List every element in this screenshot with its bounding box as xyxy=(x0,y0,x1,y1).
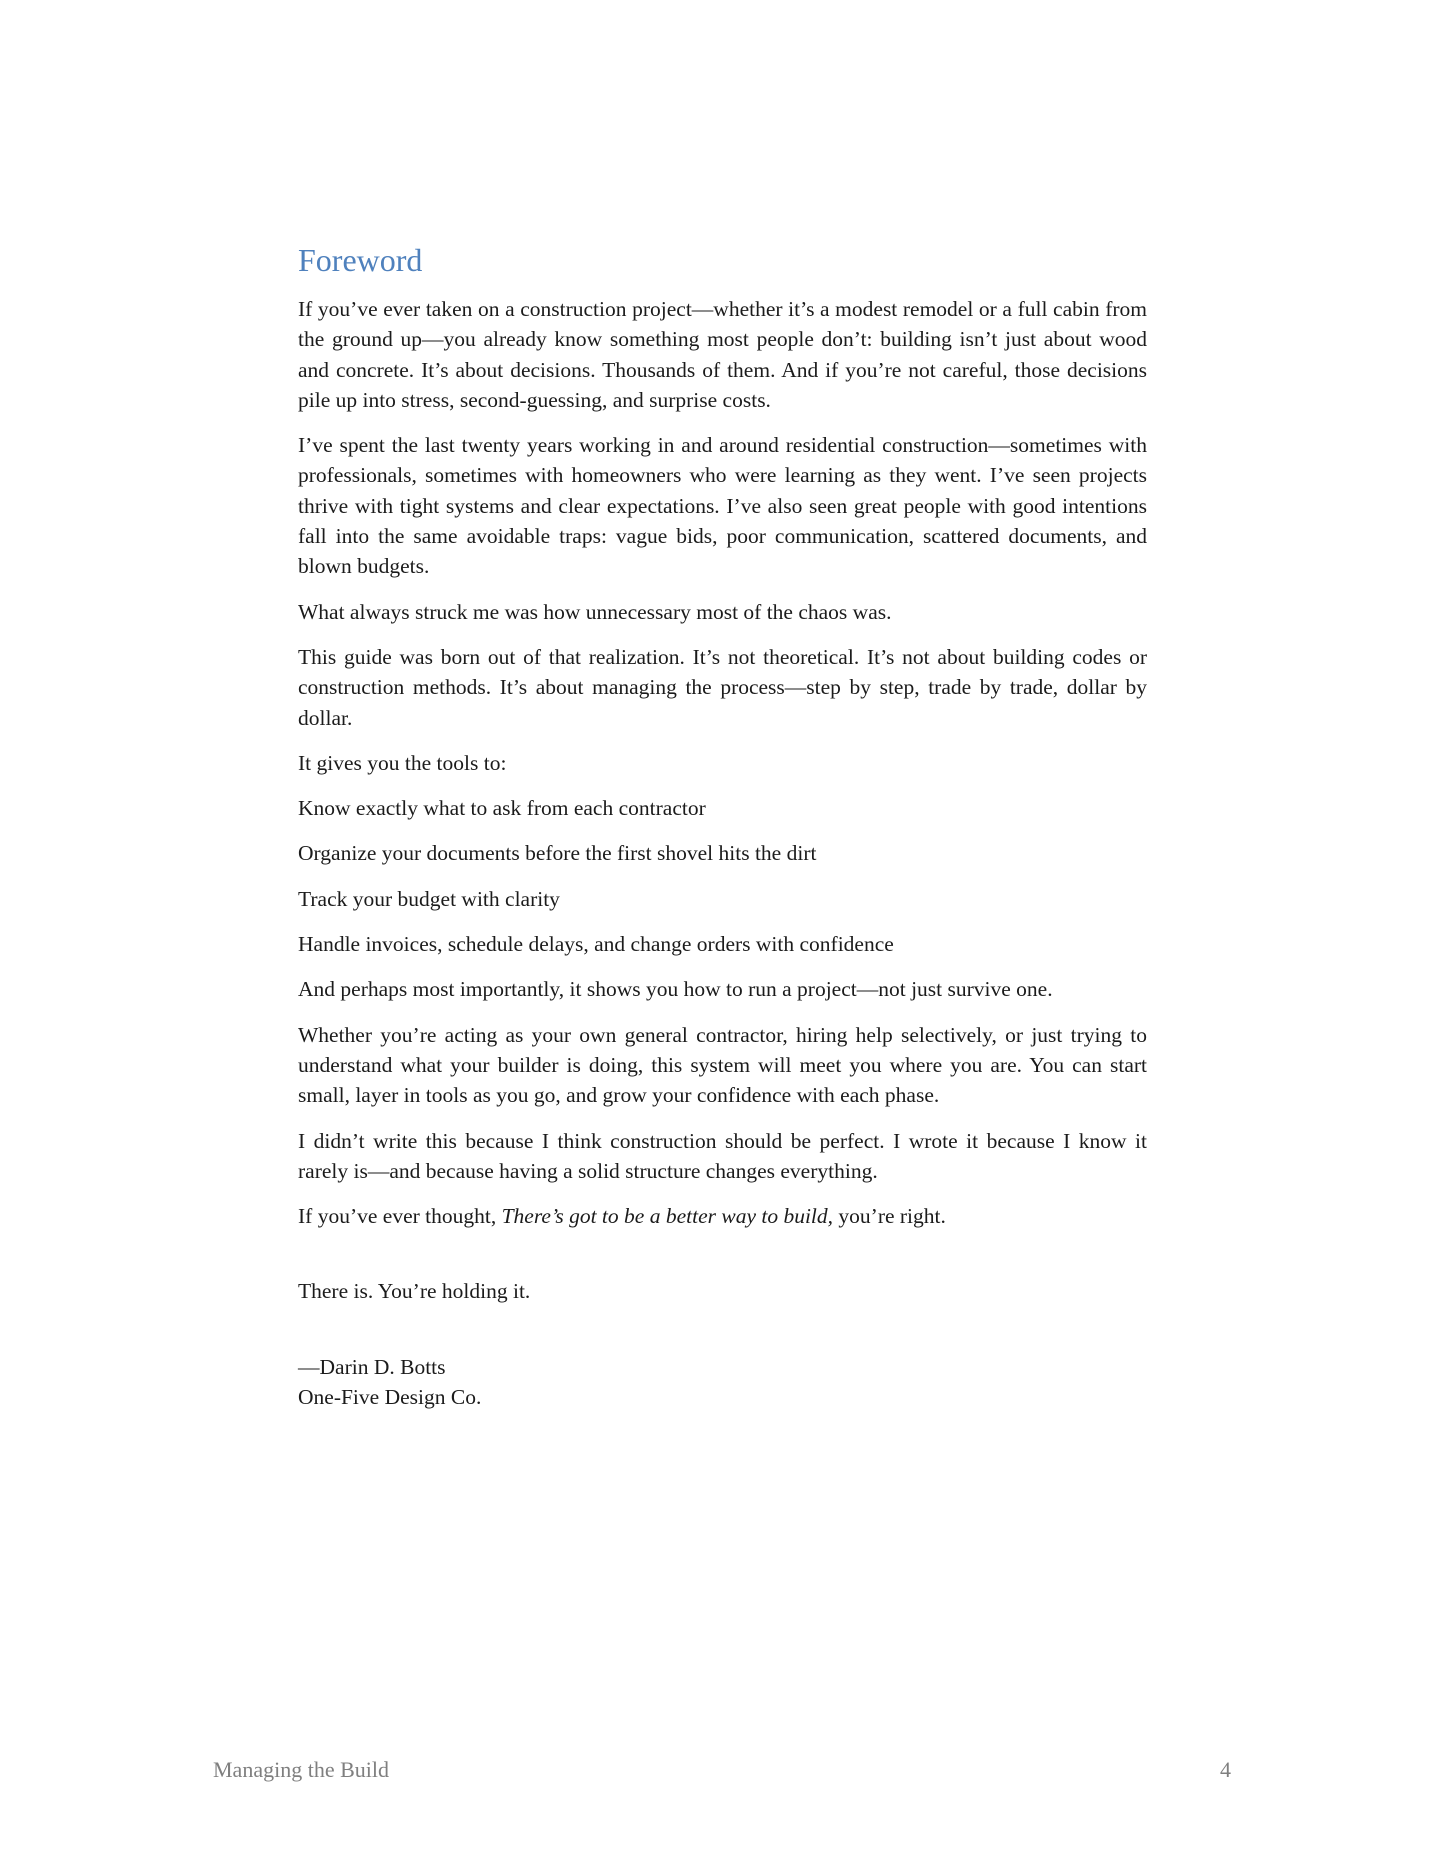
footer-document-title: Managing the Build xyxy=(213,1757,389,1782)
tool-item: Organize your documents before the first shovel hits the dirt xyxy=(298,841,817,866)
paragraph-why-written: I didn’t write this because I think construction should be perfect. I wrote it because I know it rarely is—and because having a solid structure changes everything. xyxy=(298,1128,1147,1183)
page-heading: Foreword xyxy=(298,242,423,278)
blank-line xyxy=(298,1246,1147,1276)
paragraph-chaos: What always struck me was how unnecessary most of the chaos was. xyxy=(298,599,892,624)
better-way-text-after: you’re right. xyxy=(833,1204,946,1229)
tool-item: Track your budget with clarity xyxy=(298,886,560,911)
paragraph-experience: I’ve spent the last twenty years working in and around residential construction—sometimes with professionals, sometimes with homeowners who were learning as they went. I’ve seen projects thrive with tight systems and clear expectations. I’ve also seen great people with good intentions fall into the same avoidable traps: vague bids, poor communication, scattered documents, and blown budgets. xyxy=(298,433,1147,579)
paragraph-importance: And perhaps most importantly, it shows you how to run a project—not just survive one. xyxy=(298,977,1053,1002)
paragraph-tools-intro: It gives you the tools to: xyxy=(298,750,507,775)
better-way-italic-text: There’s got to be a better way to build, xyxy=(501,1204,834,1229)
tool-item: Handle invoices, schedule delays, and change orders with confidence xyxy=(298,932,894,957)
footer-page-number: 4 xyxy=(1220,1757,1231,1782)
better-way-text-before: If you’ve ever thought, xyxy=(298,1204,502,1229)
foreword-section xyxy=(298,241,1147,1412)
paragraph-better-way xyxy=(298,1201,1147,1231)
signature-name: —Darin D. Botts xyxy=(298,1354,446,1379)
blank-line xyxy=(298,1322,1147,1352)
tool-item: Know exactly what to ask from each contractor xyxy=(298,796,706,821)
signature-company: One-Five Design Co. xyxy=(298,1385,482,1410)
paragraph-answer: There is. You’re holding it. xyxy=(298,1279,531,1304)
paragraph-intro: If you’ve ever taken on a construction project—whether it’s a modest remodel or a full cabin from the ground up—you already know something most people don’t: building isn’t just about wood and concrete. It’s about decisions. Thousands of them. And if you’re not careful, those decisions pile up into stress, second-guessing, and surprise costs. xyxy=(298,297,1147,412)
paragraph-whether: Whether you’re acting as your own general contractor, hiring help selectively, or just trying to understand what your builder is doing, this system will meet you where you are. You can start small, layer in tools as you go, and grow your confidence with each phase. xyxy=(298,1022,1147,1108)
signature-block xyxy=(298,1352,1147,1413)
paragraph-guide-origin: This guide was born out of that realization. It’s not theoretical. It’s not about building codes or construction methods. It’s about managing the process—step by step, trade by trade, dollar by dollar. xyxy=(298,644,1147,730)
